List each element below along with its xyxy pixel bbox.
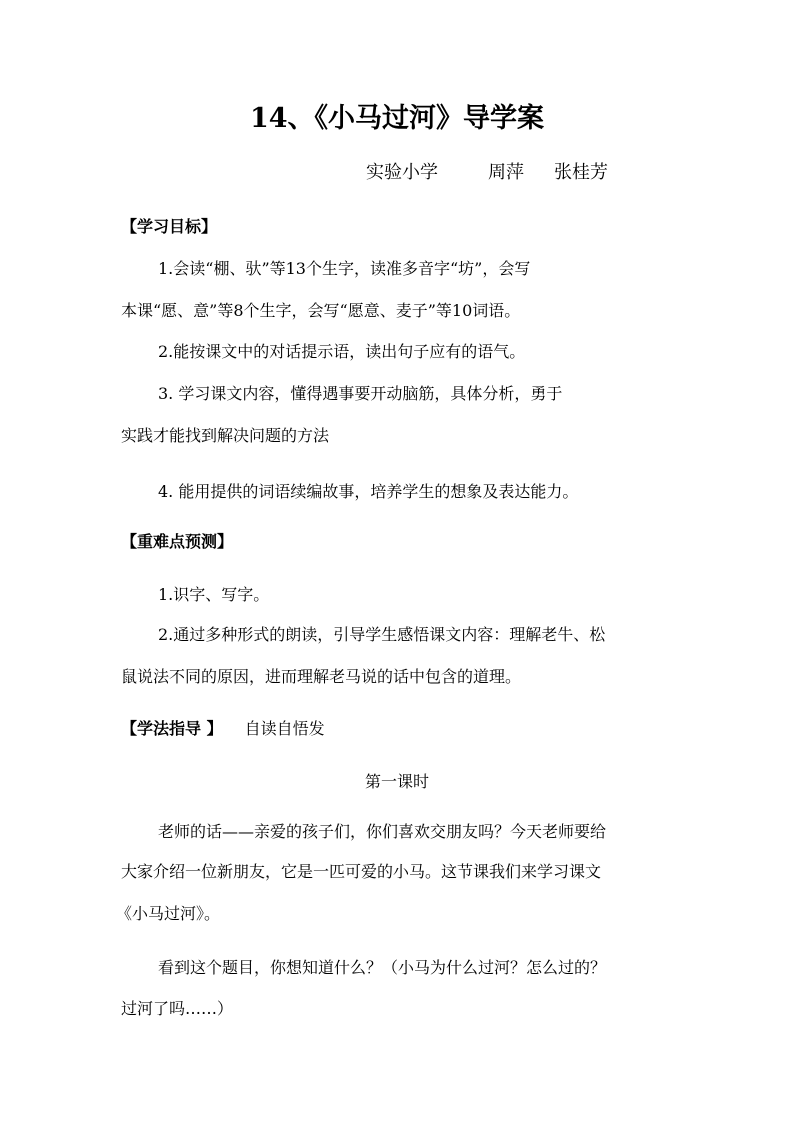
keypoint-item-2-line-2: 鼠说法不同的原因，进而理解老马说的话中包含的道理。 bbox=[121, 667, 522, 686]
paragraph-2-line-1: 看到这个题目，你想知道什么？（小马为什么过河？怎么过的？ bbox=[158, 958, 607, 977]
keypoint-item-2-line-1: 2.通过多种形式的朗读，引导学生感悟课文内容：理解老牛、松 bbox=[158, 625, 606, 644]
keypoints-heading: 【重难点预测】 bbox=[121, 532, 234, 551]
author-name-1: 周萍 bbox=[488, 162, 524, 183]
paragraph-1-line-3: 《小马过河》。 bbox=[116, 904, 221, 923]
goal-item-2: 2.能按课文中的对话提示语，读出句子应有的语气。 bbox=[158, 342, 526, 361]
method-text: 自读自悟发 bbox=[244, 719, 325, 738]
goals-heading: 【学习目标】 bbox=[121, 217, 218, 236]
goal-item-3-line-1: 3. 学习课文内容，懂得遇事要开动脑筋，具体分析，勇于 bbox=[158, 384, 563, 403]
method-line bbox=[121, 719, 325, 739]
paragraph-1-line-1: 老师的话——亲爱的孩子们，你们喜欢交朋友吗？今天老师要给 bbox=[158, 822, 607, 841]
document-title: 14、《小马过河》导学案 bbox=[249, 103, 545, 134]
goal-item-1-line-2: 本课“愿、意”等8个生字，会写“愿意、麦子”等10词语。 bbox=[121, 301, 521, 320]
paragraph-1-line-2: 大家介绍一位新朋友，它是一匹可爱的小马。这节课我们来学习课文 bbox=[121, 862, 602, 881]
goal-item-3-line-2: 实践才能找到解决问题的方法 bbox=[121, 426, 330, 445]
keypoint-item-1: 1.识字、写字。 bbox=[158, 585, 270, 604]
goal-item-4: 4. 能用提供的词语续编故事，培养学生的想象及表达能力。 bbox=[158, 482, 579, 501]
lesson-subtitle: 第一课时 bbox=[364, 772, 429, 791]
method-heading: 【学法指导 】 bbox=[121, 719, 223, 738]
author-name-2: 张桂芳 bbox=[554, 162, 608, 183]
paragraph-2-line-2: 过河了吗……） bbox=[121, 999, 234, 1018]
goal-item-1-line-1: 1.会读“棚、驮”等13个生字，读准多音字“坊”，会写 bbox=[158, 259, 531, 278]
author-line bbox=[366, 161, 608, 185]
school-name: 实验小学 bbox=[366, 162, 438, 183]
